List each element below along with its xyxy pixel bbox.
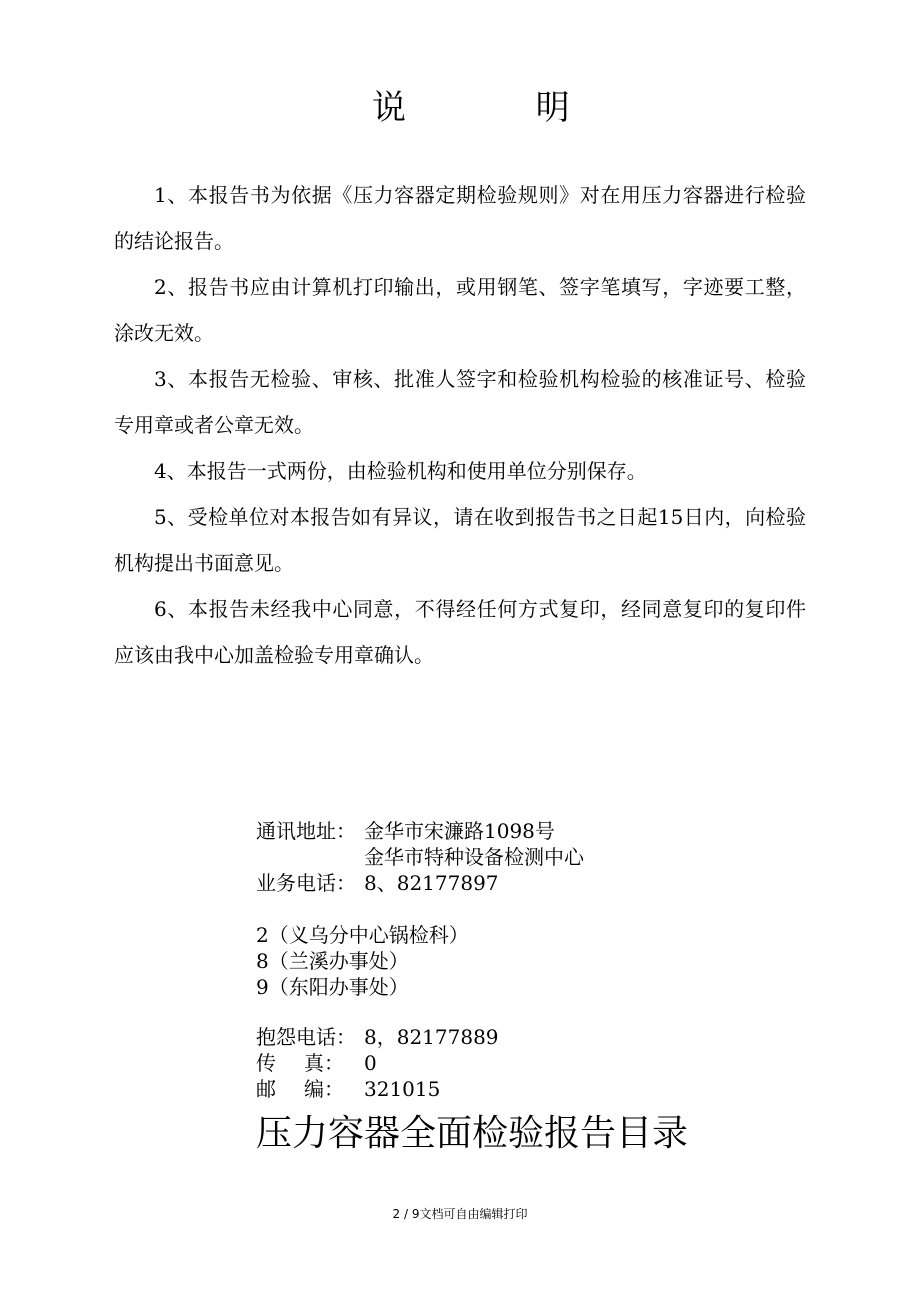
page-title-char-2: 明 xyxy=(535,88,570,128)
branch-row xyxy=(256,948,776,974)
postcode-row xyxy=(256,1076,776,1102)
note-item: 1、本报告书为依据《压力容器定期检验规则》对在用压力容器进行检验的结论报告。 xyxy=(114,183,806,253)
spacer xyxy=(256,896,776,922)
notes-list xyxy=(114,172,806,678)
address-label: 通讯地址： xyxy=(256,819,356,843)
fax-label xyxy=(256,1050,364,1076)
business-phone-label: 业务电话： xyxy=(256,871,356,895)
page-title-char-1: 说 xyxy=(371,88,406,128)
spacer xyxy=(256,1000,776,1024)
note-item: 3、本报告无检验、审核、批准人签字和检验机构检验的核准证号、检验专用章或者公章无效。 xyxy=(114,367,806,437)
fax-label-part: 传 xyxy=(256,1051,276,1075)
note-item: 5、受检单位对本报告如有异议，请在收到报告书之日起15日内，向检验机构提出书面意见。 xyxy=(114,505,806,575)
postcode-value: 321015 xyxy=(364,1077,441,1101)
note-item: 6、本报告未经我中心同意，不得经任何方式复印，经同意复印的复印件应该由我中心加盖检验专用章确认。 xyxy=(114,597,806,667)
section-heading: 压力容器全面检验报告目录 xyxy=(256,1113,689,1154)
fax-value: 0 xyxy=(364,1051,377,1075)
branch-row xyxy=(256,922,776,948)
postcode-label-part: 编： xyxy=(304,1077,344,1101)
branch-phone: 8（兰溪办事处） xyxy=(256,949,409,973)
postcode-label-part: 邮 xyxy=(256,1077,276,1101)
page-title-spacer xyxy=(406,88,536,128)
org-row xyxy=(256,844,776,870)
fax-label-spread xyxy=(256,1050,344,1076)
postcode-label-spread xyxy=(256,1076,344,1102)
org-name: 金华市特种设备检测中心 xyxy=(364,845,584,869)
business-phone-row xyxy=(256,870,776,896)
address-row xyxy=(256,818,776,844)
address-value: 金华市宋濂路1098号 xyxy=(364,819,555,843)
complaint-phone-value: 8，82177889 xyxy=(364,1025,499,1049)
branch-phone: 9（东阳办事处） xyxy=(256,975,409,999)
branch-phone: 2（义乌分中心锅检科） xyxy=(256,923,469,947)
fax-label-part: 真： xyxy=(304,1051,344,1075)
branch-row xyxy=(256,974,776,1000)
postcode-label xyxy=(256,1076,364,1102)
page-title xyxy=(0,48,920,128)
business-phone-value: 8、82177897 xyxy=(364,871,499,895)
contact-info xyxy=(256,818,776,1102)
note-item: 2、报告书应由计算机打印输出，或用钢笔、签字笔填写，字迹要工整，涂改无效。 xyxy=(114,275,806,345)
complaint-phone-label: 抱怨电话： xyxy=(256,1025,356,1049)
complaint-phone-row xyxy=(256,1024,776,1050)
note-item: 4、本报告一式两份，由检验机构和使用单位分别保存。 xyxy=(154,459,647,483)
page-footer: 2 / 9文档可自由编辑打印 xyxy=(392,1207,528,1221)
fax-row xyxy=(256,1050,776,1076)
